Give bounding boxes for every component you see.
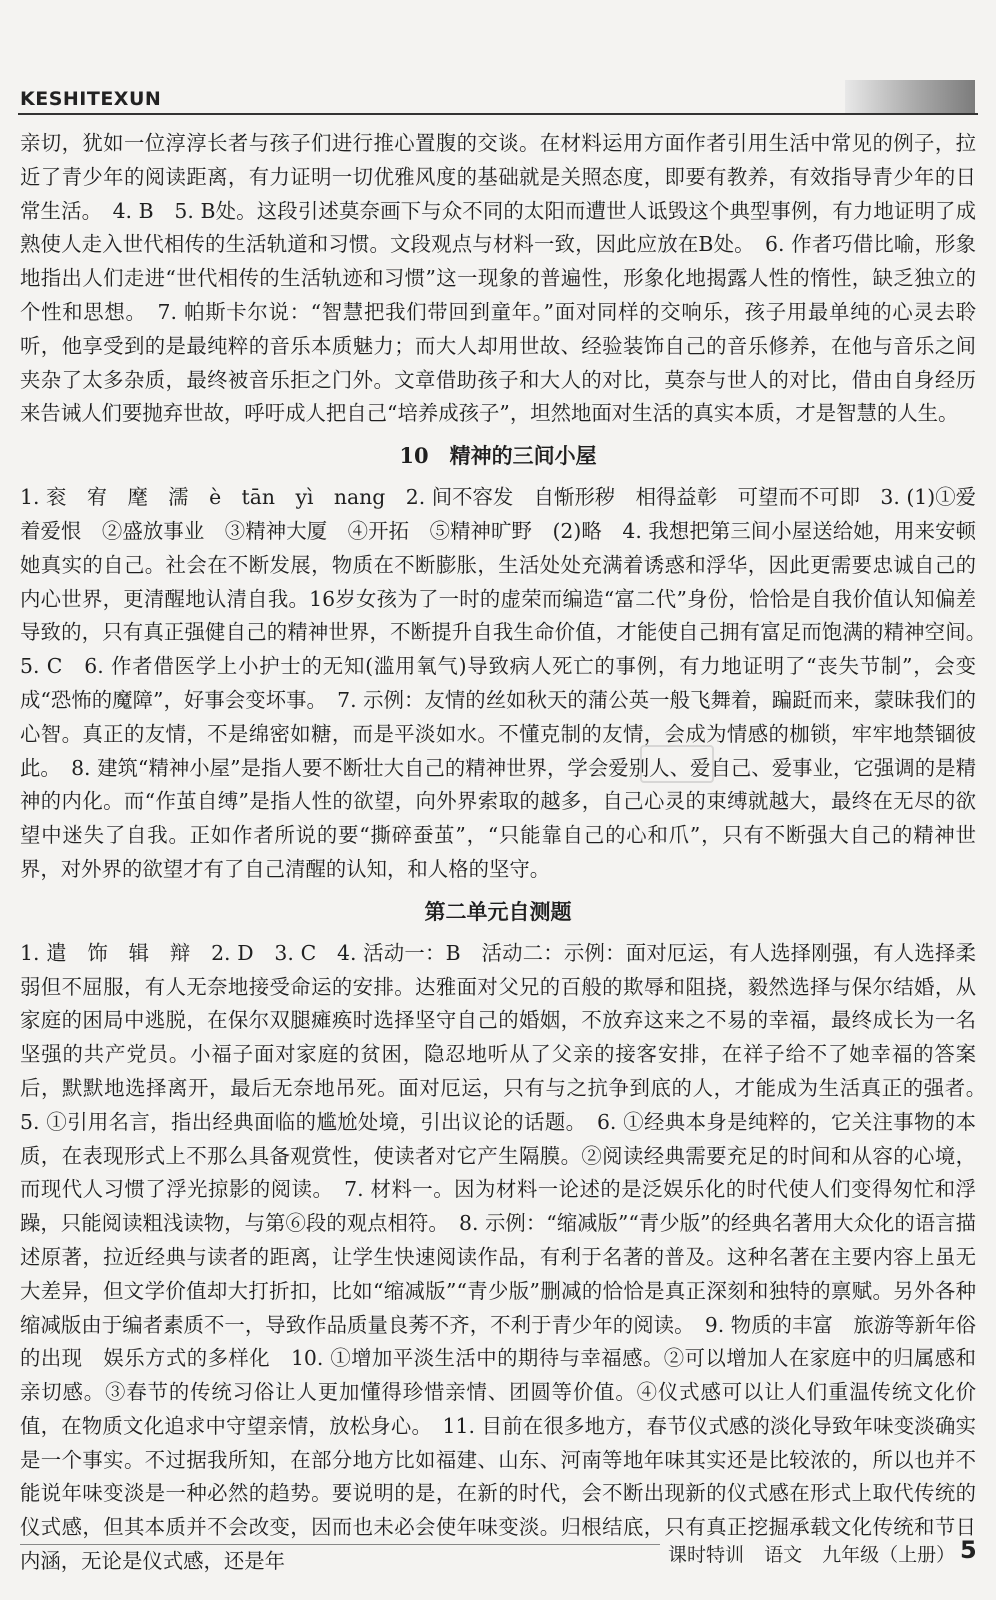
footer-grade: 九年级（上册） <box>822 1544 956 1566</box>
footer-subject: 语文 <box>764 1544 803 1566</box>
answer-paragraph-unit2-test: 1. 遣 饰 辑 辩 2. D 3. C 4. 活动一：B 活动二：示例：面对厄运，有人选择刚强，有人选择柔弱但不屈服，有人无奈地接受命运的安排。达雅面对父兄的百般的欺辱和阻挠，毅然选择与保尔结婚，从家庭的困局中逃脱，在保尔双腿瘫痪时选择坚守自己的婚姻，不放弃这来之不易的幸福，最终成长为一名坚强的共产党员。小福子面对家庭的贫困，隐忍地听从了父亲的接客安排，在祥子给不了她幸福的答案后，默默地选择离开，最后无奈地吊死。面对厄运，只有与之抗争到底的人，才能成为生活真正的强者。 5. ①引用名言，指出经典面临的尴尬处境，引出议论的话题。 6. ①经典本身是纯粹的，它关注事物的本质，在表现形式上不那么具备观赏性，使读者对它产生隔膜。②阅读经典需要充足的时间和从容的心境，而现代人习惯了浮光掠影的阅读。 7. 材料一。因为材料一论述的是泛娱乐化的时代使人们变得匆忙和浮躁，只能阅读粗浅读物，与第⑥段的观点相符。 8. 示例：“缩减版”“青少版”的经典名著用大众化的语言描述原著，拉近经典与读者的距离，让学生快速阅读作品，有利于名著的普及。这种名著在主要内容上虽无大差异，但文学价值却大打折扣，比如“缩减版”“青少版”删减的恰恰是真正深刻和独特的禀赋。另外各种缩减版由于编者素质不一，导致作品质量良莠不齐，不利于青少年的阅读。 9. 物质的丰富 旅游等新年俗的出现 娱乐方式的多样化 10. ①增加平淡生活中的期待与幸福感。②可以增加人在家庭中的归属感和亲切感。③春节的传统习俗让人更加懂得珍惜亲情、团圆等价值。④仪式感可以让人们重温传统文化价值，在物质文化追求中守望亲情，放松身心。 11. 目前在很多地方，春节仪式感的淡化导致年味变淡确实是一个事实。不过据我所知，在部分地方比如福建、山东、河南等地年味其实还是比较浓的，所以也并不能说年味变淡是一种必然的趋势。要说明的是，在新的时代，会不断出现新的仪式感在形式上取代传统的仪式感，但其本质并不会改变，因而也未必会使年味变淡。归根结底，只有真正挖掘承载文化传统和节日内涵，无论是仪式感，还是年 <box>20 940 996 1574</box>
section-title-unit2-test: 第二单元自测题 <box>424 898 572 924</box>
footer-series: 课时特训 <box>668 1544 745 1566</box>
footer-info <box>668 1540 969 1567</box>
brand-title: KESHITEXUN <box>20 88 162 110</box>
watermark-stamp <box>640 745 714 783</box>
header-rule <box>18 113 978 115</box>
page-number: 5 <box>960 1536 977 1564</box>
footer-rule <box>20 1544 660 1545</box>
header-decoration-tab <box>845 80 975 114</box>
page-content <box>20 127 996 1579</box>
answer-paragraph-lesson10: 1. 衮 宥 麾 濡 è tān yì nang 2. 间不容发 自惭形秽 相得益彰 可望而不可即 3. (1)①爱着爱恨 ②盛放事业 ③精神大厦 ④开拓 ⑤精神旷野 (2)略 4. 我想把第三间小屋送给她，用来安顿她真实的自己。社会在不断发展，物质在不断膨胀，生活处处充满着诱惑和浮华，因此更需要忠诚自己的内心世界，更清醒地认清自我。16岁女孩为了一时的虚荣而编造“富二代”身份，恰恰是自我价值认知偏差导致的，只有真正强健自己的精神世界，不断提升自我生命价值，才能使自己拥有富足而饱满的精神空间。 5. C 6. 作者借医学上小护士的无知(滥用氧气)导致病人死亡的事例，有力地证明了“丧失节制”，会变成“恐怖的魔障”，好事会变坏事。 7. 示例：友情的丝如秋天的蒲公英一般飞舞着，蹁跹而来，蒙昧我们的心智。真正的友情，不是绵密如糖，而是平淡如水。不懂克制的友情，会成为情感的枷锁，牢牢地禁锢彼此。 8. 建筑“精神小屋”是指人要不断壮大自己的精神世界，学会爱别人、爱自己、爱事业，它强调的是精神的内化。而“作茧自缚”是指人性的欲望，向外界索取的越多，自己心灵的束缚就越大，最终在无尽的欲望中迷失了自我。正如作者所说的要“撕碎蚕茧”，“只能靠自己的心和爪”，只有不断强大自己的精神世界，对外界的欲望才有了自己清醒的认知，和人格的坚守。 <box>20 485 996 881</box>
answer-paragraph-top: 亲切，犹如一位淳淳长者与孩子们进行推心置腹的交谈。在材料运用方面作者引用生活中常见的例子，拉近了青少年的阅读距离，有力证明一切优雅风度的基础就是关照态度，即要有教养，有效指导青少年的日常生活。 4. B 5. B处。这段引述莫奈画下与众不同的太阳而遭世人诋毁这个典型事例，有力地证明了成熟使人走入世代相传的生活轨道和习惯。文段观点与材料一致，因此应放在B处。 6. 作者巧借比喻，形象地指出人们走进“世代相传的生活轨迹和习惯”这一现象的普遍性，形象化地揭露人性的惰性，缺乏独立的个性和思想。 7. 帕斯卡尔说：“智慧把我们带回到童年。”面对同样的交响乐，孩子用最单纯的心灵去聆听，他享受到的是最纯粹的音乐本质魅力；而大人却用世故、经验装饰自己的音乐修养，在他与音乐之间夹杂了太多杂质，最终被音乐拒之门外。文章借助孩子和大人的对比，莫奈与世人的对比，借由自身经历来告诫人们要抛弃世故，呼吁成人把自己“培养成孩子”，坦然地面对生活的真实本质，才是智慧的人生。 <box>20 131 976 426</box>
section-title-lesson10: 10 精神的三间小屋 <box>399 443 597 469</box>
